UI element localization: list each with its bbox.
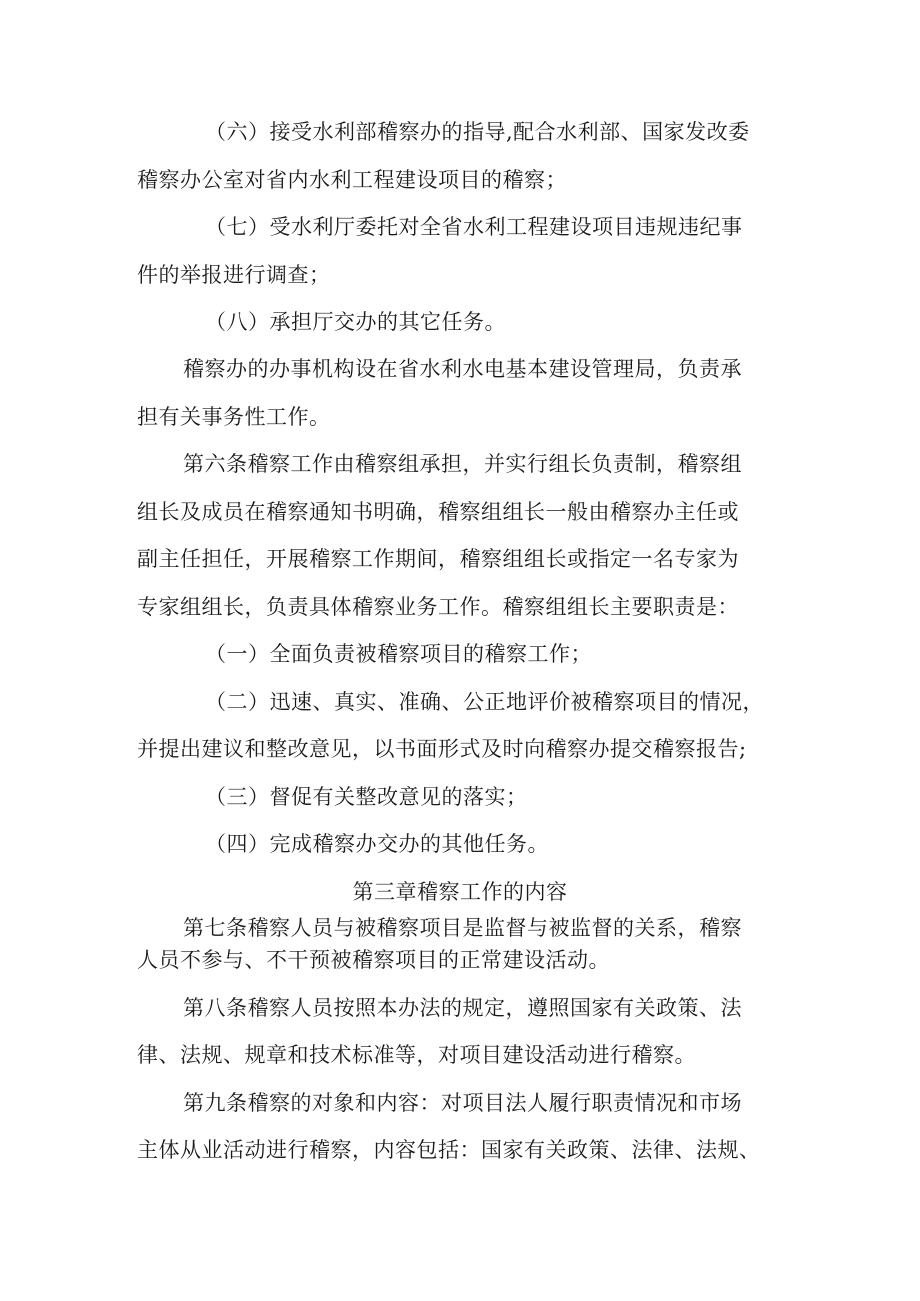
paragraph-line: 专家组组长，负责具体稽察业务工作。稽察组组长主要职责是： — [137, 595, 739, 619]
paragraph-line: 并提出建议和整改意见，以书面形式及时向稽察办提交稽察报告; — [137, 737, 747, 761]
paragraph-line: （七）受水利厅委托对全省水利工程建设项目违规违纪事 — [205, 215, 743, 239]
paragraph-line: 稽察办公室对省内水利工程建设项目的稽察； — [137, 168, 567, 192]
paragraph-line: 律、法规、规章和技术标准等，对项目建设活动进行稽察。 — [137, 1043, 696, 1067]
paragraph-line: 件的举报进行调查； — [137, 263, 331, 287]
chapter-heading: 第三章稽察工作的内容 — [352, 880, 568, 904]
paragraph-line: 第六条稽察工作由稽察组承担，并实行组长负责制，稽察组 — [183, 452, 742, 476]
paragraph-line: （二）迅速、真实、准确、公正地评价被稽察项目的情况， — [205, 690, 764, 714]
paragraph-line: 担有关事务性工作。 — [137, 405, 331, 429]
paragraph-line: 副主任担任，开展稽察工作期间，稽察组组长或指定一名专家为 — [137, 547, 739, 571]
paragraph-line: （三）督促有关整改意见的落实； — [205, 785, 528, 809]
paragraph-line: 稽察办的办事机构设在省水利水电基本建设管理局，负责承 — [183, 357, 742, 381]
paragraph-line: 第七条稽察人员与被稽察项目是监督与被监督的关系，稽察 — [183, 916, 742, 940]
paragraph-line: （八）承担厅交办的其它任务。 — [205, 310, 506, 334]
paragraph-line: （四）完成稽察办交办的其他任务。 — [205, 832, 549, 856]
paragraph-line: （一）全面负责被稽察项目的稽察工作； — [205, 642, 592, 666]
paragraph-line: 第八条稽察人员按照本办法的规定，遵照国家有关政策、法 — [183, 996, 742, 1020]
paragraph-line: 第九条稽察的对象和内容：对项目法人履行职责情况和市场 — [183, 1091, 742, 1115]
paragraph-line: （六）接受水利部稽察办的指导,配合水利部、国家发改委 — [205, 120, 750, 144]
paragraph-line: 主体从业活动进行稽察，内容包括：国家有关政策、法律、法规、 — [137, 1138, 761, 1162]
paragraph-line: 组长及成员在稽察通知书明确，稽察组组长一般由稽察办主任或 — [137, 500, 739, 524]
paragraph-line: 人员不参与、不干预被稽察项目的正常建设活动。 — [137, 948, 610, 972]
